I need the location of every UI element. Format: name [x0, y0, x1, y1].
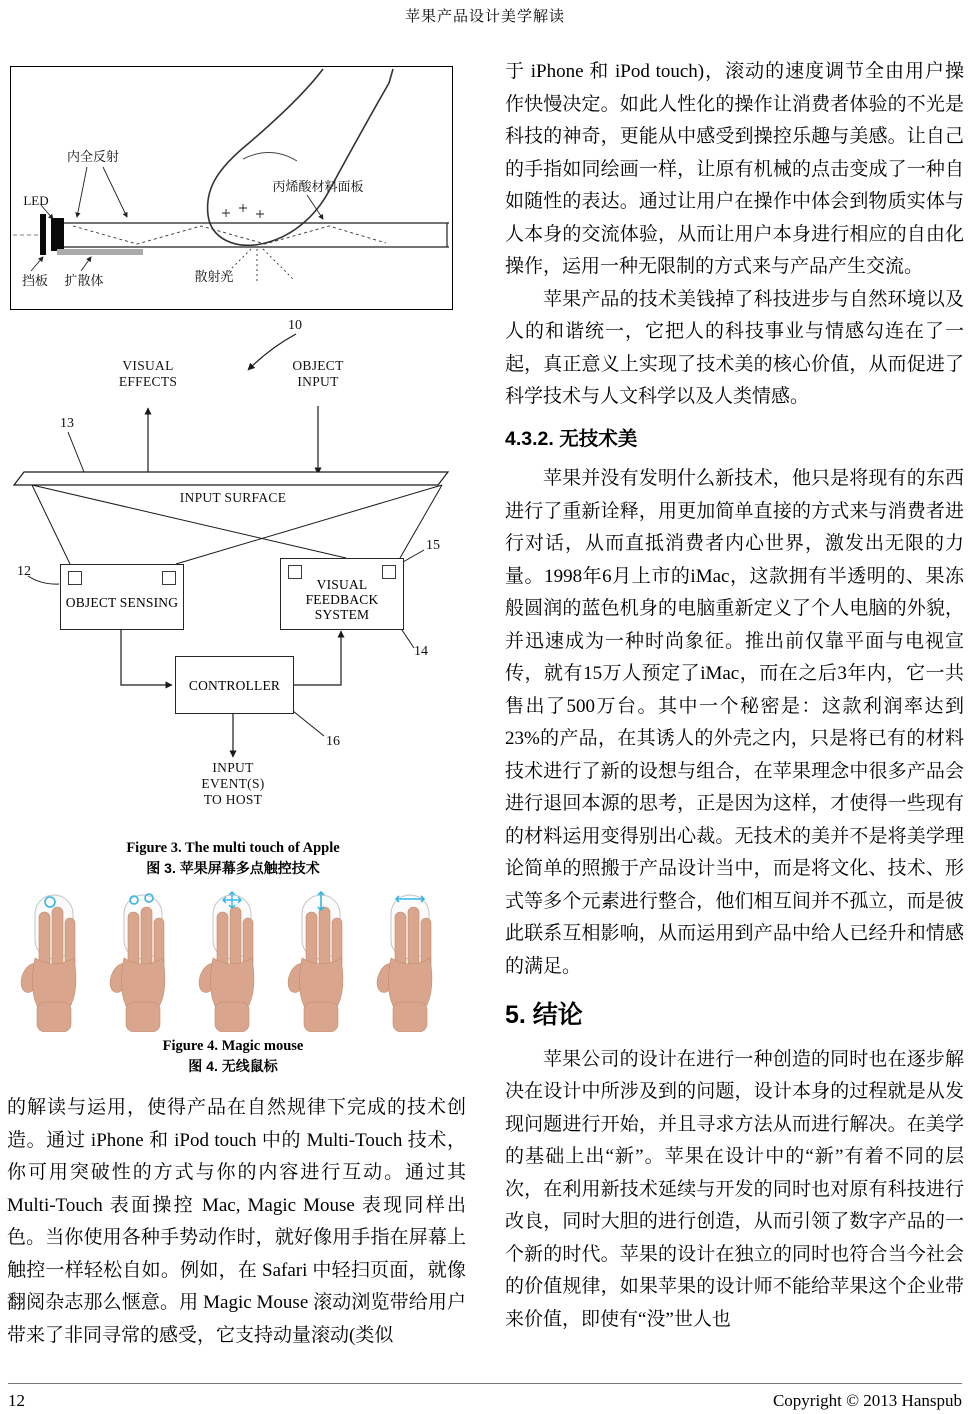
figure3-caption-en: Figure 3. The multi touch of Apple	[126, 840, 340, 856]
ref16-line	[293, 711, 324, 736]
copyright-notice: Copyright © 2013 Hanspub	[772, 1391, 962, 1410]
running-head-title: 苹果产品设计美学解读	[404, 9, 565, 25]
figure4-magic-mouse-photos	[10, 890, 455, 1032]
panel-arrow	[307, 195, 323, 219]
baffle-arrow	[31, 257, 43, 271]
visual-feedback-box	[280, 558, 404, 630]
led-block	[51, 218, 64, 251]
visual-feedback-label: VISUAL FEEDBACK SYSTEM	[305, 576, 379, 622]
visual-effects-label: VISUAL EFFECTS	[118, 358, 178, 389]
controller-to-feedback-arrow	[292, 631, 341, 685]
projector-square-icon	[288, 565, 302, 579]
figure4-caption	[8, 1036, 458, 1076]
paragraph: 苹果公司的设计在进行一种创造的同时也在逐步解决在设计中所涉及到的问题，设计本身的过程就是从发现问题进行开始，并且寻求方法从而进行解决。在美学的基础上出“新”。苹果在设计中的“新”有着不同的层次，在利用新技术延续与开发的同时也对原有科技进行改良，同时大胆的进行创造，从而引领了数字产品的一个新的时代。苹果的设计在独立的同时也符合当今社会的价值规律，如果苹果的设计师不能给苹果这个企业带来价值，即使有“没”世人也	[505, 1048, 964, 1330]
left-column-paragraph: 的解读与运用，使得产品在自然规律下完成的技术创造。通过 iPhone 和 iPod touch 中的 Multi-Touch 技术，你可用突破性的方式与你的内容进行互动。通过其 Multi-Touch 表面操控 Mac, Magic Mouse 表现同样出色。当你使用各种手势动作时，就好像用手指在屏幕上触控一样轻松自如。例如，在 Safari 中轻扫页面，就像翻阅杂志那么惬意。用 Magic Mouse 滚动浏览带给用户带来了非同寻常的感受，它支持动量滚动(类似	[7, 1097, 466, 1346]
magic-mouse-photo-3	[188, 890, 274, 1032]
ref-numeral-15: 15	[426, 538, 440, 553]
input-surface-label: INPUT SURFACE	[179, 490, 287, 505]
label-diffuser: 扩散体	[64, 273, 104, 288]
hand-icon	[106, 907, 165, 1032]
object-sensing-box	[60, 564, 184, 630]
figure3-caption-zh: 图 3. 苹果屏幕多点触控技术	[146, 860, 320, 876]
diffuser-arrow	[81, 257, 91, 271]
label-total-internal-reflection: 内全反射	[66, 149, 119, 164]
paragraph-continuation: 于 iPhone 和 iPod touch)，滚动的速度调节全由用户操作快慢决定。如此人性化的操作让消费者体验的不光是科技的神奇，更能从中感受到操控乐趣与美感。让自己的手指如同绘画一样，让原有机械的点击变成了一种自如随性的表达。通过让用户在操作中体会到物质实体与人本身的交流体验，从而让用户本身进行相应的自由化操作，运用一种无限制的方式来与产品产生交流。	[505, 61, 964, 277]
sensor-square-icon	[162, 571, 176, 585]
figure4-caption-en: Figure 4. Magic mouse	[162, 1038, 304, 1054]
figure3-caption	[8, 838, 458, 878]
ref-numeral-16: 16	[326, 734, 340, 749]
magic-mouse-photo-4	[277, 890, 363, 1032]
label-scattered-light: 散射光	[194, 269, 234, 284]
page-footer	[8, 1383, 962, 1411]
section-heading-4-3-2: 4.3.2. 无技术美	[505, 427, 638, 450]
label-led: LED	[23, 193, 49, 208]
projector-square-icon	[382, 565, 396, 579]
magic-mouse-photo-1	[10, 890, 96, 1032]
hand-icon	[373, 907, 432, 1032]
controller-box	[175, 656, 294, 714]
hand-icon	[284, 907, 343, 1032]
ref-numeral-10: 10	[288, 318, 302, 333]
object-input-label: OBJECT INPUT	[292, 358, 344, 389]
right-column	[505, 56, 964, 1336]
hand-icon	[17, 907, 76, 1032]
finger-outline	[208, 69, 393, 245]
section-heading-5: 5. 结论	[505, 1001, 583, 1029]
reflection-arrow-left	[77, 167, 87, 217]
page-number: 12	[8, 1391, 25, 1410]
figure4-caption-zh: 图 4. 无线鼠标	[188, 1058, 278, 1074]
paragraph: 苹果并没有发明什么新技术，他只是将现有的东西进行了重新诠释，用更加简单直接的方式来与消费者进行对话，从而直抵消费者内心世界，激发出无限的力量。1998年6月上市的iMac，这款拥有半透明的、果冻般圆润的蓝色机身的电脑重新定义了个人电脑的外貌，并迅速成为一种时尚象征。推出前仅靠平面与电视宣传，就有15万人预定了iMac，而在之后3年内，它一共售出了500万台。其中一个秘密是：这款利润率达到23%的产品，在其诱人的外壳之内，只是将已有的材料技术进行了新的设想与组合，在苹果理念中很多产品会进行退回本源的思考，正是因为这样，才使得一些现有的材料运用变得别出心裁。无技术的美并不是将美学理论简单的照搬于产品设计当中，而是将文化、技术、形式等多个元素进行整合，他们相互间并不孤立，而是彼此联系互相影响，从而运用到产品中给人已经升和情感的满足。	[505, 468, 964, 977]
figure3-block-diagram	[10, 314, 453, 836]
hand-icon	[195, 907, 254, 1032]
input-surface-shape	[14, 472, 448, 485]
sensor-square-icon	[68, 571, 82, 585]
baffle-block	[40, 214, 46, 255]
object-sensing-label: OBJECT SENSING	[65, 594, 179, 610]
label-baffle: 挡板	[21, 273, 48, 288]
ref-numeral-13: 13	[60, 416, 74, 431]
magic-mouse-photo-5	[366, 890, 452, 1032]
label-acrylic-panel: 丙烯酸材料面板	[272, 179, 364, 194]
figure3-touch-panel-illustration	[10, 66, 453, 310]
magic-mouse-photo-2	[99, 890, 185, 1032]
ref13-line	[68, 432, 84, 472]
input-events-label: INPUT EVENT(S) TO HOST	[201, 760, 265, 807]
controller-label: CONTROLLER	[188, 677, 281, 693]
paragraph: 苹果产品的技术美钱掉了科技进步与自然环境以及人的和谐统一，它把人的科技事业与情感勾连在了一起，真正意义上实现了技术美的核心价值，从而促进了科学技术与人文科学以及人类情感。	[505, 288, 964, 407]
diffuser-strip	[57, 249, 143, 255]
sensing-to-controller-arrow	[121, 628, 172, 685]
fingernail-line	[243, 152, 297, 161]
reflection-arrow-right	[103, 167, 127, 217]
ref-numeral-14: 14	[414, 644, 428, 659]
ref-numeral-12: 12	[17, 564, 31, 579]
touch-point-marks	[222, 204, 264, 218]
acrylic-panel-lines	[57, 223, 449, 247]
